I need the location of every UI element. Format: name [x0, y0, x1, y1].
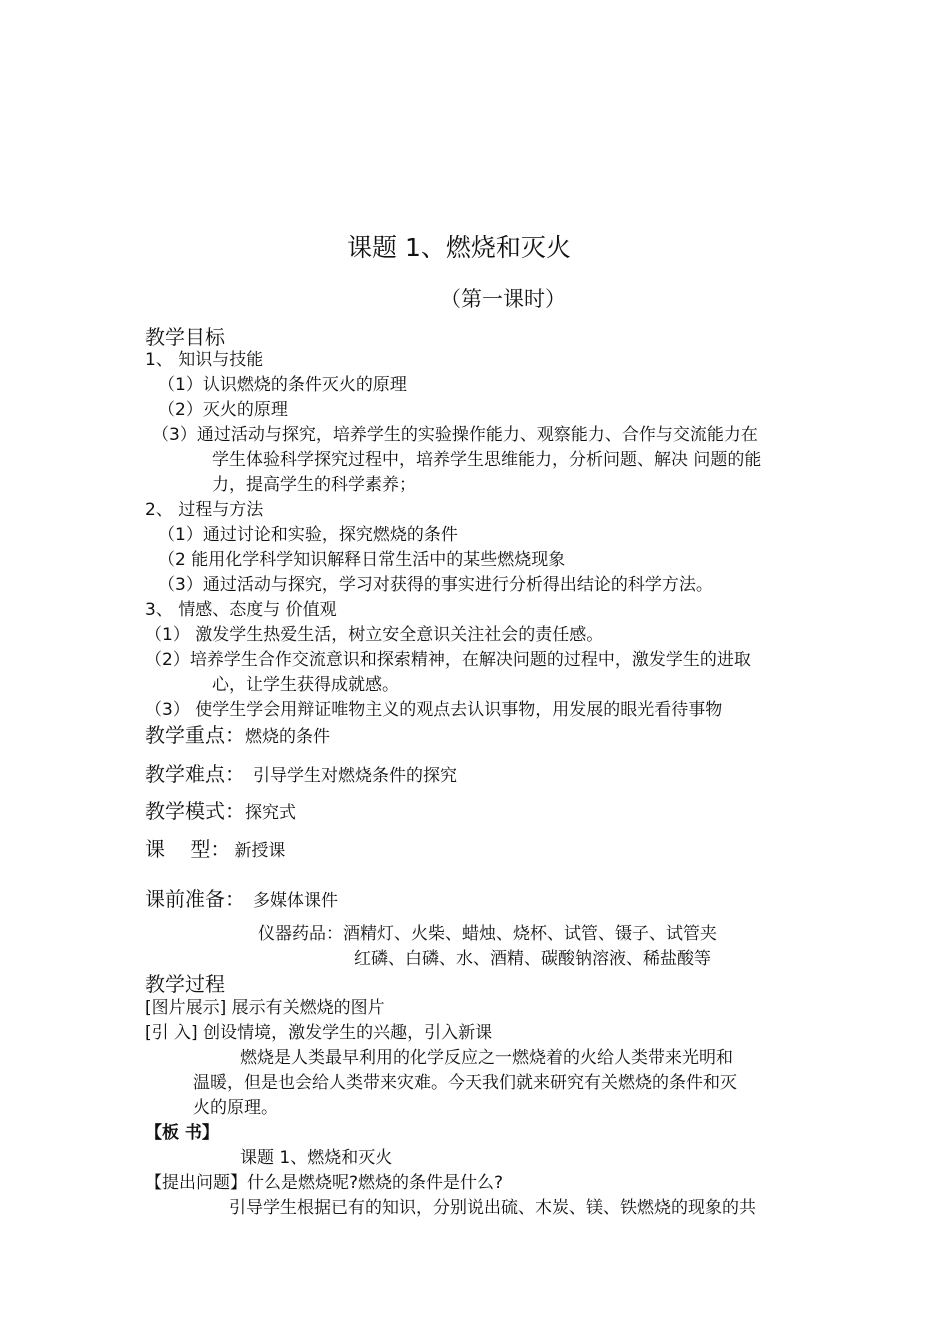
- goals-heading: 教学目标: [145, 325, 225, 349]
- guide-text: 引导学生根据已有的知识，分别说出硫、木炭、镁、铁燃烧的现象的共: [229, 1198, 756, 1218]
- instruments-label: 仪器药品：: [258, 924, 343, 944]
- goal-3: 3、 情感、态度与 价值观: [145, 600, 337, 620]
- key-point-value: 燃烧的条件: [245, 727, 330, 747]
- goal-1-1: （1）认识燃烧的条件灭火的原理: [158, 375, 407, 395]
- goal-1-3-line1: （3）通过活动与探究，培养学生的实验操作能力、观察能力、合作与交流能力在: [152, 425, 758, 445]
- raise-question: 【提出问题】什么是燃烧呢?燃烧的条件是什么?: [145, 1173, 504, 1193]
- preparation: [145, 886, 338, 912]
- teaching-mode-label: 教学模式：: [145, 799, 245, 823]
- goal-3-1: （1） 激发学生热爱生活，树立安全意识关注社会的责任感。: [145, 625, 604, 645]
- instruments: [258, 923, 717, 945]
- board-title: 课题 1、燃烧和灭火: [240, 1148, 393, 1168]
- key-point: [145, 722, 330, 748]
- goal-2-1: （1）通过讨论和实验，探究燃烧的条件: [158, 525, 458, 545]
- intro-paragraph-line2: 温暖，但是也会给人类带来灾难。今天我们就来研究有关燃烧的条件和灭: [193, 1073, 737, 1093]
- instruments-value-2: 红磷、白磷、水、酒精、碳酸钠溶液、稀盐酸等: [354, 949, 711, 969]
- goal-1: 1、 知识与技能: [145, 350, 264, 370]
- lesson-type: [145, 836, 285, 862]
- difficult-point: [145, 761, 457, 787]
- goal-3-2-line2: 心，让学生获得成就感。: [212, 675, 399, 695]
- page-title: 课题 1、燃烧和灭火: [347, 233, 571, 262]
- key-point-label: 教学重点：: [145, 723, 245, 747]
- lesson-type-value: 新授课: [234, 841, 286, 861]
- intro-paragraph-line1: 燃烧是人类最早利用的化学反应之一燃烧着的火给人类带来光明和: [240, 1048, 733, 1068]
- introduction: [引 入] 创设情境，激发学生的兴趣，引入新课: [145, 1023, 493, 1043]
- goal-3-3: （3） 使学生学会用辩证唯物主义的观点去认识事物，用发展的眼光看待事物: [145, 700, 723, 720]
- picture-show: [图片展示] 展示有关燃烧的图片: [145, 998, 385, 1018]
- difficult-point-value: 引导学生对燃烧条件的探究: [253, 766, 457, 786]
- instruments-value-1: 酒精灯、火柴、蜡烛、烧杯、试管、镊子、试管夹: [343, 924, 717, 944]
- process-heading: 教学过程: [145, 972, 225, 996]
- board-label: 【板 书】: [145, 1123, 219, 1143]
- goal-1-2: （2）灭火的原理: [158, 400, 288, 420]
- goal-3-2-line1: （2）培养学生合作交流意识和探索精神，在解决问题的过程中，激发学生的进取: [145, 650, 751, 670]
- page-subtitle: （第一课时）: [440, 287, 566, 311]
- goal-1-3-line2: 学生体验科学探究过程中，培养学生思维能力，分析问题、解决 问题的能: [212, 450, 762, 470]
- goal-2-3: （3）通过活动与探究，学习对获得的事实进行分析得出结论的科学方法。: [158, 575, 713, 595]
- lesson-type-label: 课 型：: [145, 837, 231, 861]
- intro-paragraph-line3: 火的原理。: [193, 1098, 278, 1118]
- goal-1-3-line3: 力，提高学生的科学素养；: [212, 475, 416, 495]
- preparation-label: 课前准备：: [145, 887, 245, 911]
- difficult-point-label: 教学难点：: [145, 762, 245, 786]
- teaching-mode-value: 探究式: [245, 803, 296, 823]
- preparation-value: 多媒体课件: [253, 891, 338, 911]
- goal-2-2: （2 能用化学科学知识解释日常生活中的某些燃烧现象: [158, 550, 566, 570]
- goal-2: 2、 过程与方法: [145, 500, 264, 520]
- teaching-mode: [145, 798, 296, 824]
